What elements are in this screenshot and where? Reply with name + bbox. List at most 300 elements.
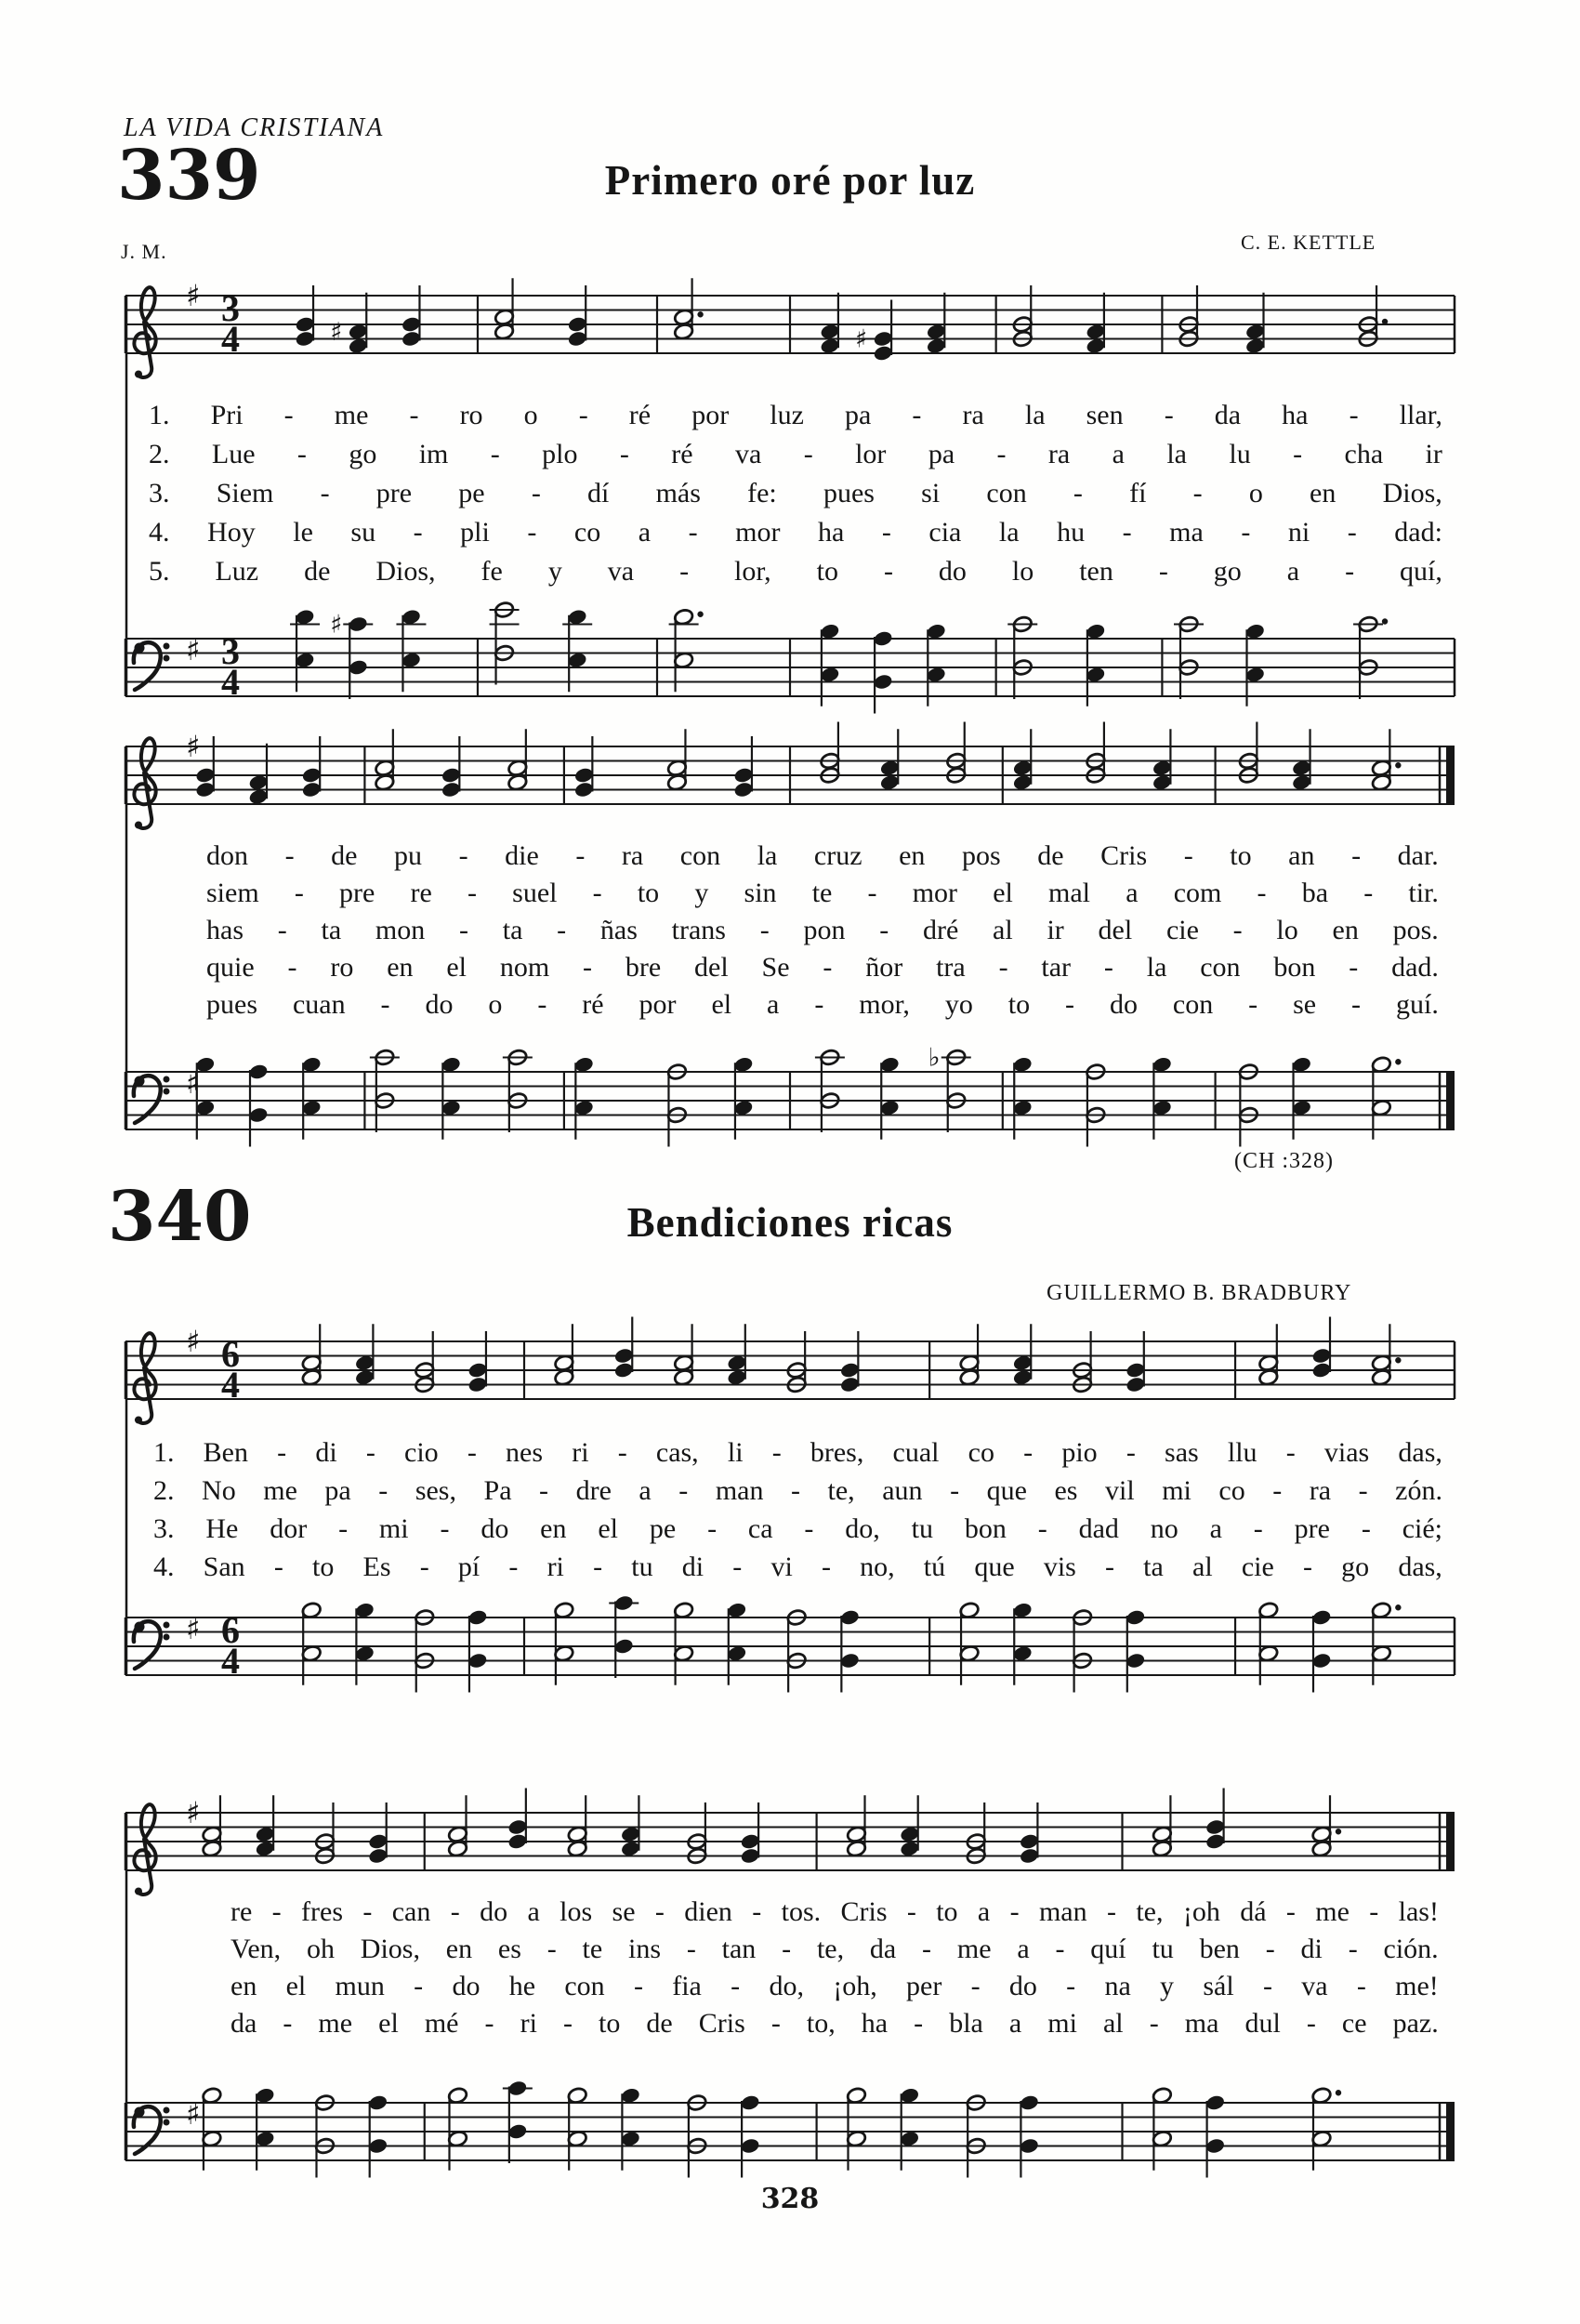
lyric-syllable: - bbox=[277, 1437, 287, 1468]
treble-clef-icon bbox=[134, 738, 155, 828]
lyric-syllable: su bbox=[350, 517, 376, 548]
lyric-syllable: - bbox=[1262, 1971, 1272, 2001]
lyric-syllable: - bbox=[970, 1971, 981, 2001]
notehead bbox=[1258, 1354, 1279, 1372]
augmentation-dot bbox=[1336, 1829, 1341, 1834]
lyric-syllable: el bbox=[378, 2008, 399, 2039]
lyric-syllable: - bbox=[1105, 1552, 1114, 1582]
notehead bbox=[733, 766, 754, 784]
lyric-syllable: de bbox=[1037, 840, 1064, 871]
lyric-syllable: me bbox=[1315, 1896, 1350, 1927]
notehead bbox=[926, 666, 946, 683]
note-chord bbox=[554, 1602, 574, 1685]
note-chord bbox=[255, 2087, 275, 2171]
final-barline-thick bbox=[1446, 2103, 1455, 2160]
lyric-line-5 bbox=[206, 991, 1439, 1028]
lyric-syllable: has bbox=[206, 915, 244, 945]
note-chord bbox=[733, 1056, 754, 1140]
lyric-syllable: - bbox=[791, 1475, 800, 1506]
note-chord bbox=[820, 623, 840, 706]
lyric-syllable: dad bbox=[1078, 1513, 1119, 1544]
notehead bbox=[401, 330, 421, 348]
lyric-syllable: - bbox=[998, 952, 1008, 983]
treble-clef-icon bbox=[135, 1417, 142, 1424]
notehead bbox=[620, 1826, 640, 1843]
notehead bbox=[195, 781, 216, 799]
lyric-syllable: na bbox=[1104, 1971, 1131, 2001]
lyric-syllable: - bbox=[1349, 952, 1359, 983]
lyric-syllable: en bbox=[1332, 915, 1359, 945]
note-chord bbox=[727, 1602, 747, 1685]
lyric-syllable: do bbox=[480, 1896, 508, 1927]
notehead bbox=[354, 1368, 375, 1386]
lyric-syllable: te, bbox=[1136, 1896, 1164, 1927]
lyric-syllable: - bbox=[759, 915, 770, 945]
note-chord bbox=[573, 1056, 594, 1140]
section-heading: LA VIDA CRISTIANA bbox=[124, 113, 385, 142]
lyric-syllable: Siem bbox=[216, 478, 274, 508]
augmentation-dot bbox=[1395, 1059, 1401, 1064]
lyric-syllable: o bbox=[488, 989, 503, 1020]
lyric-syllable: te bbox=[811, 878, 833, 908]
key-signature-sharp-icon: ♯ bbox=[186, 1065, 201, 1101]
lyric-syllable: ha bbox=[861, 2008, 889, 2039]
notehead bbox=[1291, 773, 1311, 791]
notehead bbox=[441, 1099, 461, 1116]
lyric-syllable: vis bbox=[1043, 1552, 1076, 1582]
note-chord bbox=[1205, 1789, 1225, 1851]
lyric-syllable: - bbox=[1023, 1437, 1034, 1468]
lyric-syllable: he bbox=[508, 1971, 536, 2001]
notehead bbox=[567, 1826, 587, 1843]
notehead bbox=[375, 759, 395, 777]
notehead bbox=[295, 608, 315, 626]
lyric-syllable: - bbox=[1363, 878, 1374, 908]
lyric-syllable: re bbox=[230, 1896, 253, 1927]
lyric-syllable: - bbox=[413, 517, 423, 548]
lyric-syllable: en bbox=[445, 1934, 473, 1964]
lyric-syllable: ta bbox=[321, 915, 342, 945]
notehead bbox=[879, 1056, 900, 1074]
note-chord bbox=[396, 608, 426, 692]
notehead bbox=[301, 1056, 322, 1074]
lyric-syllable: - bbox=[378, 1475, 388, 1506]
notehead bbox=[301, 1354, 322, 1372]
lyric-syllable: tos. bbox=[781, 1896, 822, 1927]
notehead bbox=[467, 1376, 488, 1393]
lyric-syllable: con bbox=[1200, 952, 1241, 983]
notehead bbox=[727, 1368, 747, 1386]
lyric-syllable: pa bbox=[845, 400, 872, 430]
lyric-line-5 bbox=[149, 558, 1442, 597]
note-chord bbox=[1152, 2087, 1172, 2171]
notehead bbox=[873, 344, 893, 362]
lyric-syllable: ¡oh, bbox=[833, 1971, 877, 2001]
lyric-syllable: - bbox=[593, 1552, 603, 1582]
lyric-syllable: cas, bbox=[655, 1437, 699, 1468]
notehead bbox=[573, 1056, 594, 1074]
notehead bbox=[1311, 1840, 1332, 1857]
lyric-syllable: el bbox=[711, 989, 732, 1020]
notehead bbox=[926, 323, 946, 340]
lyric-syllable: das, bbox=[1398, 1552, 1442, 1582]
lyric-syllable: to bbox=[312, 1552, 335, 1582]
notehead bbox=[368, 1847, 388, 1865]
lyric-syllable: quí bbox=[1090, 1934, 1126, 1964]
lyric-syllable: va bbox=[607, 556, 635, 587]
notehead bbox=[1086, 337, 1106, 355]
lyric-syllable: de bbox=[646, 2008, 673, 2039]
note-chord bbox=[1291, 1056, 1311, 1140]
lyric-syllable: go bbox=[1213, 556, 1242, 587]
accidental-icon: ♭ bbox=[928, 1043, 941, 1073]
lyric-syllable: - bbox=[771, 1437, 782, 1468]
augmentation-dot bbox=[697, 612, 703, 617]
lyric-syllable: va bbox=[734, 439, 762, 469]
notehead bbox=[1152, 1826, 1172, 1843]
accidental-icon: ♯ bbox=[330, 317, 343, 347]
notehead bbox=[467, 1652, 488, 1670]
lyric-syllable: paz. bbox=[1392, 2008, 1439, 2039]
accidental-icon: ♯ bbox=[330, 610, 343, 640]
lyric-syllable: ré bbox=[628, 400, 652, 430]
lyric-syllable: ro bbox=[330, 952, 354, 983]
author-credit-339: J. M. bbox=[121, 240, 167, 263]
lyric-syllable: - bbox=[617, 1437, 627, 1468]
note-chord bbox=[202, 2087, 222, 2171]
lyric-syllable: dad. bbox=[1391, 952, 1439, 983]
final-barline-thick bbox=[1446, 1813, 1455, 1870]
lyric-syllable: di bbox=[315, 1437, 337, 1468]
notehead bbox=[567, 652, 587, 669]
notehead bbox=[820, 666, 840, 683]
lyric-syllable: Se bbox=[761, 952, 790, 983]
lyric-syllable: pre bbox=[339, 878, 375, 908]
notehead bbox=[839, 1361, 860, 1379]
lyric-syllable: tu bbox=[631, 1552, 653, 1582]
notehead bbox=[1291, 759, 1311, 777]
notehead bbox=[1311, 1347, 1332, 1365]
lyric-syllable: me! bbox=[1395, 1971, 1439, 2001]
lyric-syllable: - bbox=[881, 517, 891, 548]
lyric-syllable: ción. bbox=[1383, 1934, 1439, 1964]
lyric-syllable: más bbox=[655, 478, 701, 508]
time-signature-numerator: 3 bbox=[221, 287, 240, 329]
lyric-syllable: - bbox=[1149, 2008, 1159, 2039]
lyric-syllable: ré bbox=[671, 439, 693, 469]
lyric-syllable: - bbox=[362, 1896, 373, 1927]
notehead bbox=[202, 2130, 222, 2147]
lyric-syllable: - bbox=[508, 1552, 519, 1582]
lyric-line-1 bbox=[230, 1898, 1439, 1935]
lyric-syllable: hu bbox=[1057, 517, 1086, 548]
lyric-syllable: ¡oh bbox=[1182, 1896, 1220, 1927]
lyric-syllable: al bbox=[993, 915, 1013, 945]
notehead bbox=[673, 1368, 693, 1386]
note-chord bbox=[447, 2087, 467, 2171]
lyric-syllable: - bbox=[1164, 400, 1174, 430]
lyric-syllable: - bbox=[458, 840, 468, 871]
note-chord bbox=[330, 611, 373, 700]
lyric-syllable: yo bbox=[944, 989, 973, 1020]
lyric-syllable: tu bbox=[1152, 1934, 1174, 1964]
notehead bbox=[1311, 2130, 1332, 2147]
notehead bbox=[554, 1644, 574, 1662]
lyric-syllable: cio bbox=[404, 1437, 439, 1468]
treble-clef-icon bbox=[135, 371, 142, 378]
lyric-syllable: don bbox=[206, 840, 248, 871]
lyric-syllable: - bbox=[1361, 1513, 1371, 1544]
lyric-syllable: - bbox=[273, 1552, 283, 1582]
lyric-syllable: - bbox=[592, 878, 602, 908]
lyric-syllable: - bbox=[484, 2008, 494, 2039]
notehead bbox=[666, 759, 687, 777]
lyrics-block-340-verses bbox=[153, 1439, 1442, 1591]
lyric-syllable: te, bbox=[827, 1475, 855, 1506]
note-chord bbox=[301, 1056, 322, 1140]
lyric-syllable: com bbox=[1173, 878, 1222, 908]
note-chord bbox=[666, 1063, 687, 1146]
lyric-syllable: - bbox=[867, 878, 877, 908]
page-number: 328 bbox=[760, 2183, 820, 2215]
lyric-syllable: fí bbox=[1129, 478, 1147, 508]
lyric-syllable: - bbox=[1106, 1896, 1116, 1927]
lyric-syllable: nom bbox=[499, 952, 550, 983]
lyric-syllable: San bbox=[203, 1552, 245, 1582]
notehead bbox=[202, 1840, 222, 1857]
note-chord bbox=[966, 2093, 986, 2177]
lyric-syllable: - bbox=[1265, 1934, 1275, 1964]
notehead bbox=[1012, 1602, 1033, 1619]
treble-clef-icon bbox=[135, 1888, 142, 1895]
lyric-syllable: cie bbox=[1241, 1552, 1274, 1582]
notehead bbox=[248, 773, 269, 791]
notehead bbox=[900, 1840, 920, 1857]
lyric-syllable: - bbox=[1285, 1437, 1296, 1468]
lyric-syllable: do bbox=[425, 989, 454, 1020]
notehead bbox=[620, 1840, 640, 1857]
lyric-syllable: - bbox=[583, 952, 593, 983]
lyric-syllable: llu bbox=[1227, 1437, 1257, 1468]
hymn-title-340: Bendiciones ricas bbox=[626, 1199, 954, 1246]
notehead bbox=[573, 766, 594, 784]
lyric-syllable: del bbox=[1098, 915, 1133, 945]
lyric-syllable: ha bbox=[818, 517, 845, 548]
lyric-syllable: pio bbox=[1061, 1437, 1098, 1468]
note-chord bbox=[368, 2093, 388, 2177]
lyric-syllable: ma bbox=[1184, 2008, 1219, 2039]
note-chord bbox=[503, 2080, 533, 2163]
lyric-syllable: ra bbox=[621, 840, 644, 871]
lyric-syllable: lor, bbox=[734, 556, 771, 587]
lyric-syllable: to, bbox=[806, 2008, 836, 2039]
lyric-syllable: llar, bbox=[1399, 400, 1442, 430]
augmentation-dot bbox=[697, 311, 703, 317]
note-chord bbox=[1126, 1608, 1146, 1692]
lyric-syllable: ri bbox=[572, 1437, 589, 1468]
notehead bbox=[441, 1056, 461, 1074]
lyric-syllable: - bbox=[752, 1896, 762, 1927]
lyric-line-3 bbox=[206, 917, 1439, 954]
lyric-syllable: No bbox=[202, 1475, 236, 1506]
lyric-syllable: do bbox=[481, 1513, 509, 1544]
notehead bbox=[733, 1056, 754, 1074]
lyric-syllable: vias bbox=[1323, 1437, 1370, 1468]
lyric-syllable: - bbox=[1257, 878, 1267, 908]
notehead bbox=[1371, 1644, 1391, 1662]
lyric-syllable: - bbox=[1302, 1552, 1312, 1582]
lyric-syllable: - bbox=[1293, 439, 1303, 469]
lyric-syllable: - bbox=[1356, 1971, 1366, 2001]
notehead bbox=[666, 773, 687, 791]
notehead bbox=[613, 1594, 634, 1612]
treble-clef-icon bbox=[134, 1804, 155, 1895]
lyric-syllable: go bbox=[1341, 1552, 1370, 1582]
lyric-syllable: mi bbox=[1047, 2008, 1077, 2039]
lyric-syllable: plo bbox=[542, 439, 578, 469]
note-chord bbox=[1012, 1056, 1033, 1140]
staff-h339-treble-1 bbox=[125, 278, 1455, 378]
lyric-syllable: - bbox=[296, 439, 307, 469]
notehead bbox=[613, 1347, 634, 1365]
lyric-syllable: to bbox=[637, 878, 660, 908]
notehead bbox=[1012, 1099, 1033, 1116]
notehead bbox=[959, 1368, 980, 1386]
note-chord bbox=[609, 1594, 639, 1678]
notehead bbox=[507, 2122, 528, 2140]
lyric-syllable: - bbox=[1248, 989, 1258, 1020]
notehead bbox=[567, 315, 587, 333]
notehead bbox=[368, 2093, 388, 2111]
lyric-syllable: - bbox=[490, 439, 500, 469]
notehead bbox=[401, 652, 421, 669]
lyric-syllable: lor bbox=[855, 439, 887, 469]
lyric-syllable: oh bbox=[306, 1934, 335, 1964]
notehead bbox=[368, 1832, 388, 1850]
notehead bbox=[1258, 1368, 1279, 1386]
notehead bbox=[900, 2087, 920, 2105]
notehead bbox=[1311, 2087, 1332, 2105]
lyric-syllable: - bbox=[1349, 400, 1359, 430]
notehead bbox=[1291, 1056, 1311, 1074]
lyric-syllable: y bbox=[694, 878, 709, 908]
lyric-syllable: bon bbox=[964, 1513, 1007, 1544]
lyric-syllable: y bbox=[547, 556, 562, 587]
notehead bbox=[1152, 1840, 1172, 1857]
notehead bbox=[301, 1644, 322, 1662]
lyric-syllable: das, bbox=[1398, 1437, 1442, 1468]
lyric-syllable: a bbox=[638, 517, 652, 548]
notehead bbox=[1258, 1644, 1279, 1662]
lyric-syllable: ra bbox=[1309, 1475, 1332, 1506]
lyric-syllable: mor, bbox=[859, 989, 910, 1020]
lyric-syllable: Dios, bbox=[1382, 478, 1442, 508]
notehead bbox=[839, 1376, 860, 1393]
lyric-syllable: - bbox=[1358, 1475, 1368, 1506]
note-chord bbox=[1086, 623, 1106, 706]
lyric-syllable: da bbox=[1214, 400, 1242, 430]
notehead bbox=[1205, 1832, 1225, 1850]
lyric-syllable: - bbox=[459, 915, 468, 945]
lyric-syllable: do bbox=[938, 556, 967, 587]
lyric-syllable: dré bbox=[922, 915, 959, 945]
notehead bbox=[447, 2087, 467, 2105]
staff-h339-bass-2 bbox=[125, 1044, 1455, 1147]
note-chord bbox=[1353, 615, 1388, 699]
notehead bbox=[846, 1826, 866, 1843]
lyric-syllable: pe bbox=[458, 478, 485, 508]
note-chord bbox=[673, 1602, 693, 1685]
notehead bbox=[1152, 759, 1172, 777]
notehead bbox=[401, 608, 421, 626]
lyric-syllable: guí. bbox=[1395, 989, 1439, 1020]
staff-h340-treble-1 bbox=[125, 1317, 1455, 1424]
notehead bbox=[1291, 1099, 1311, 1116]
lyric-syllable: dor bbox=[270, 1513, 308, 1544]
time-signature-numerator: 3 bbox=[221, 630, 240, 672]
lyric-syllable: - bbox=[271, 1896, 282, 1927]
lyric-line-2 bbox=[206, 879, 1439, 917]
note-chord bbox=[567, 2087, 587, 2171]
lyric-syllable: - bbox=[906, 1896, 916, 1927]
lyric-syllable: pu bbox=[394, 840, 423, 871]
notehead bbox=[554, 1354, 574, 1372]
lyric-syllable: go bbox=[349, 439, 377, 469]
composer-credit-340: GUILLERMO B. BRADBURY bbox=[1047, 1281, 1352, 1305]
lyric-syllable: dad: bbox=[1394, 517, 1442, 548]
lyric-syllable: del bbox=[694, 952, 729, 983]
lyric-syllable: a bbox=[1112, 439, 1125, 469]
lyric-syllable: - bbox=[879, 915, 889, 945]
lyric-syllable: ma bbox=[1169, 517, 1204, 548]
note-chord bbox=[926, 623, 946, 706]
lyric-syllable: ses, bbox=[415, 1475, 456, 1506]
lyric-syllable: - bbox=[320, 478, 330, 508]
lyric-line-1 bbox=[149, 402, 1442, 441]
lyric-syllable: - bbox=[804, 1513, 814, 1544]
lyric-syllable: con bbox=[679, 840, 721, 871]
lyric-syllable: cié; bbox=[1402, 1513, 1442, 1544]
lyric-syllable: - bbox=[1285, 1896, 1296, 1927]
bass-clef-icon bbox=[164, 2107, 170, 2114]
notehead bbox=[1311, 1361, 1332, 1379]
lyric-syllable: im bbox=[418, 439, 449, 469]
notehead bbox=[839, 1652, 860, 1670]
note-chord bbox=[815, 1049, 845, 1132]
notehead bbox=[620, 2130, 640, 2147]
lyric-syllable: tu bbox=[911, 1513, 933, 1544]
notehead bbox=[295, 330, 315, 348]
lyric-syllable: - bbox=[686, 1934, 696, 1964]
lyric-syllable: en bbox=[540, 1513, 567, 1544]
augmentation-dot bbox=[1395, 1604, 1401, 1610]
lyric-syllable: la bbox=[1166, 439, 1187, 469]
lyric-syllable: co bbox=[1218, 1475, 1245, 1506]
notehead bbox=[1244, 337, 1265, 355]
lyric-syllable: vi bbox=[770, 1552, 793, 1582]
lyric-syllable: cruz bbox=[813, 840, 862, 871]
lyric-syllable: to bbox=[599, 2008, 621, 2039]
notehead bbox=[368, 2137, 388, 2155]
lyric-syllable: - bbox=[527, 517, 537, 548]
lyric-syllable: quí, bbox=[1400, 556, 1442, 587]
bass-clef-icon bbox=[164, 643, 170, 650]
lyric-syllable: - bbox=[1351, 989, 1362, 1020]
lyric-syllable: - bbox=[654, 1896, 665, 1927]
lyric-syllable: ni bbox=[1287, 517, 1310, 548]
notehead bbox=[202, 2087, 222, 2105]
lyric-syllable: ben bbox=[1199, 1934, 1240, 1964]
